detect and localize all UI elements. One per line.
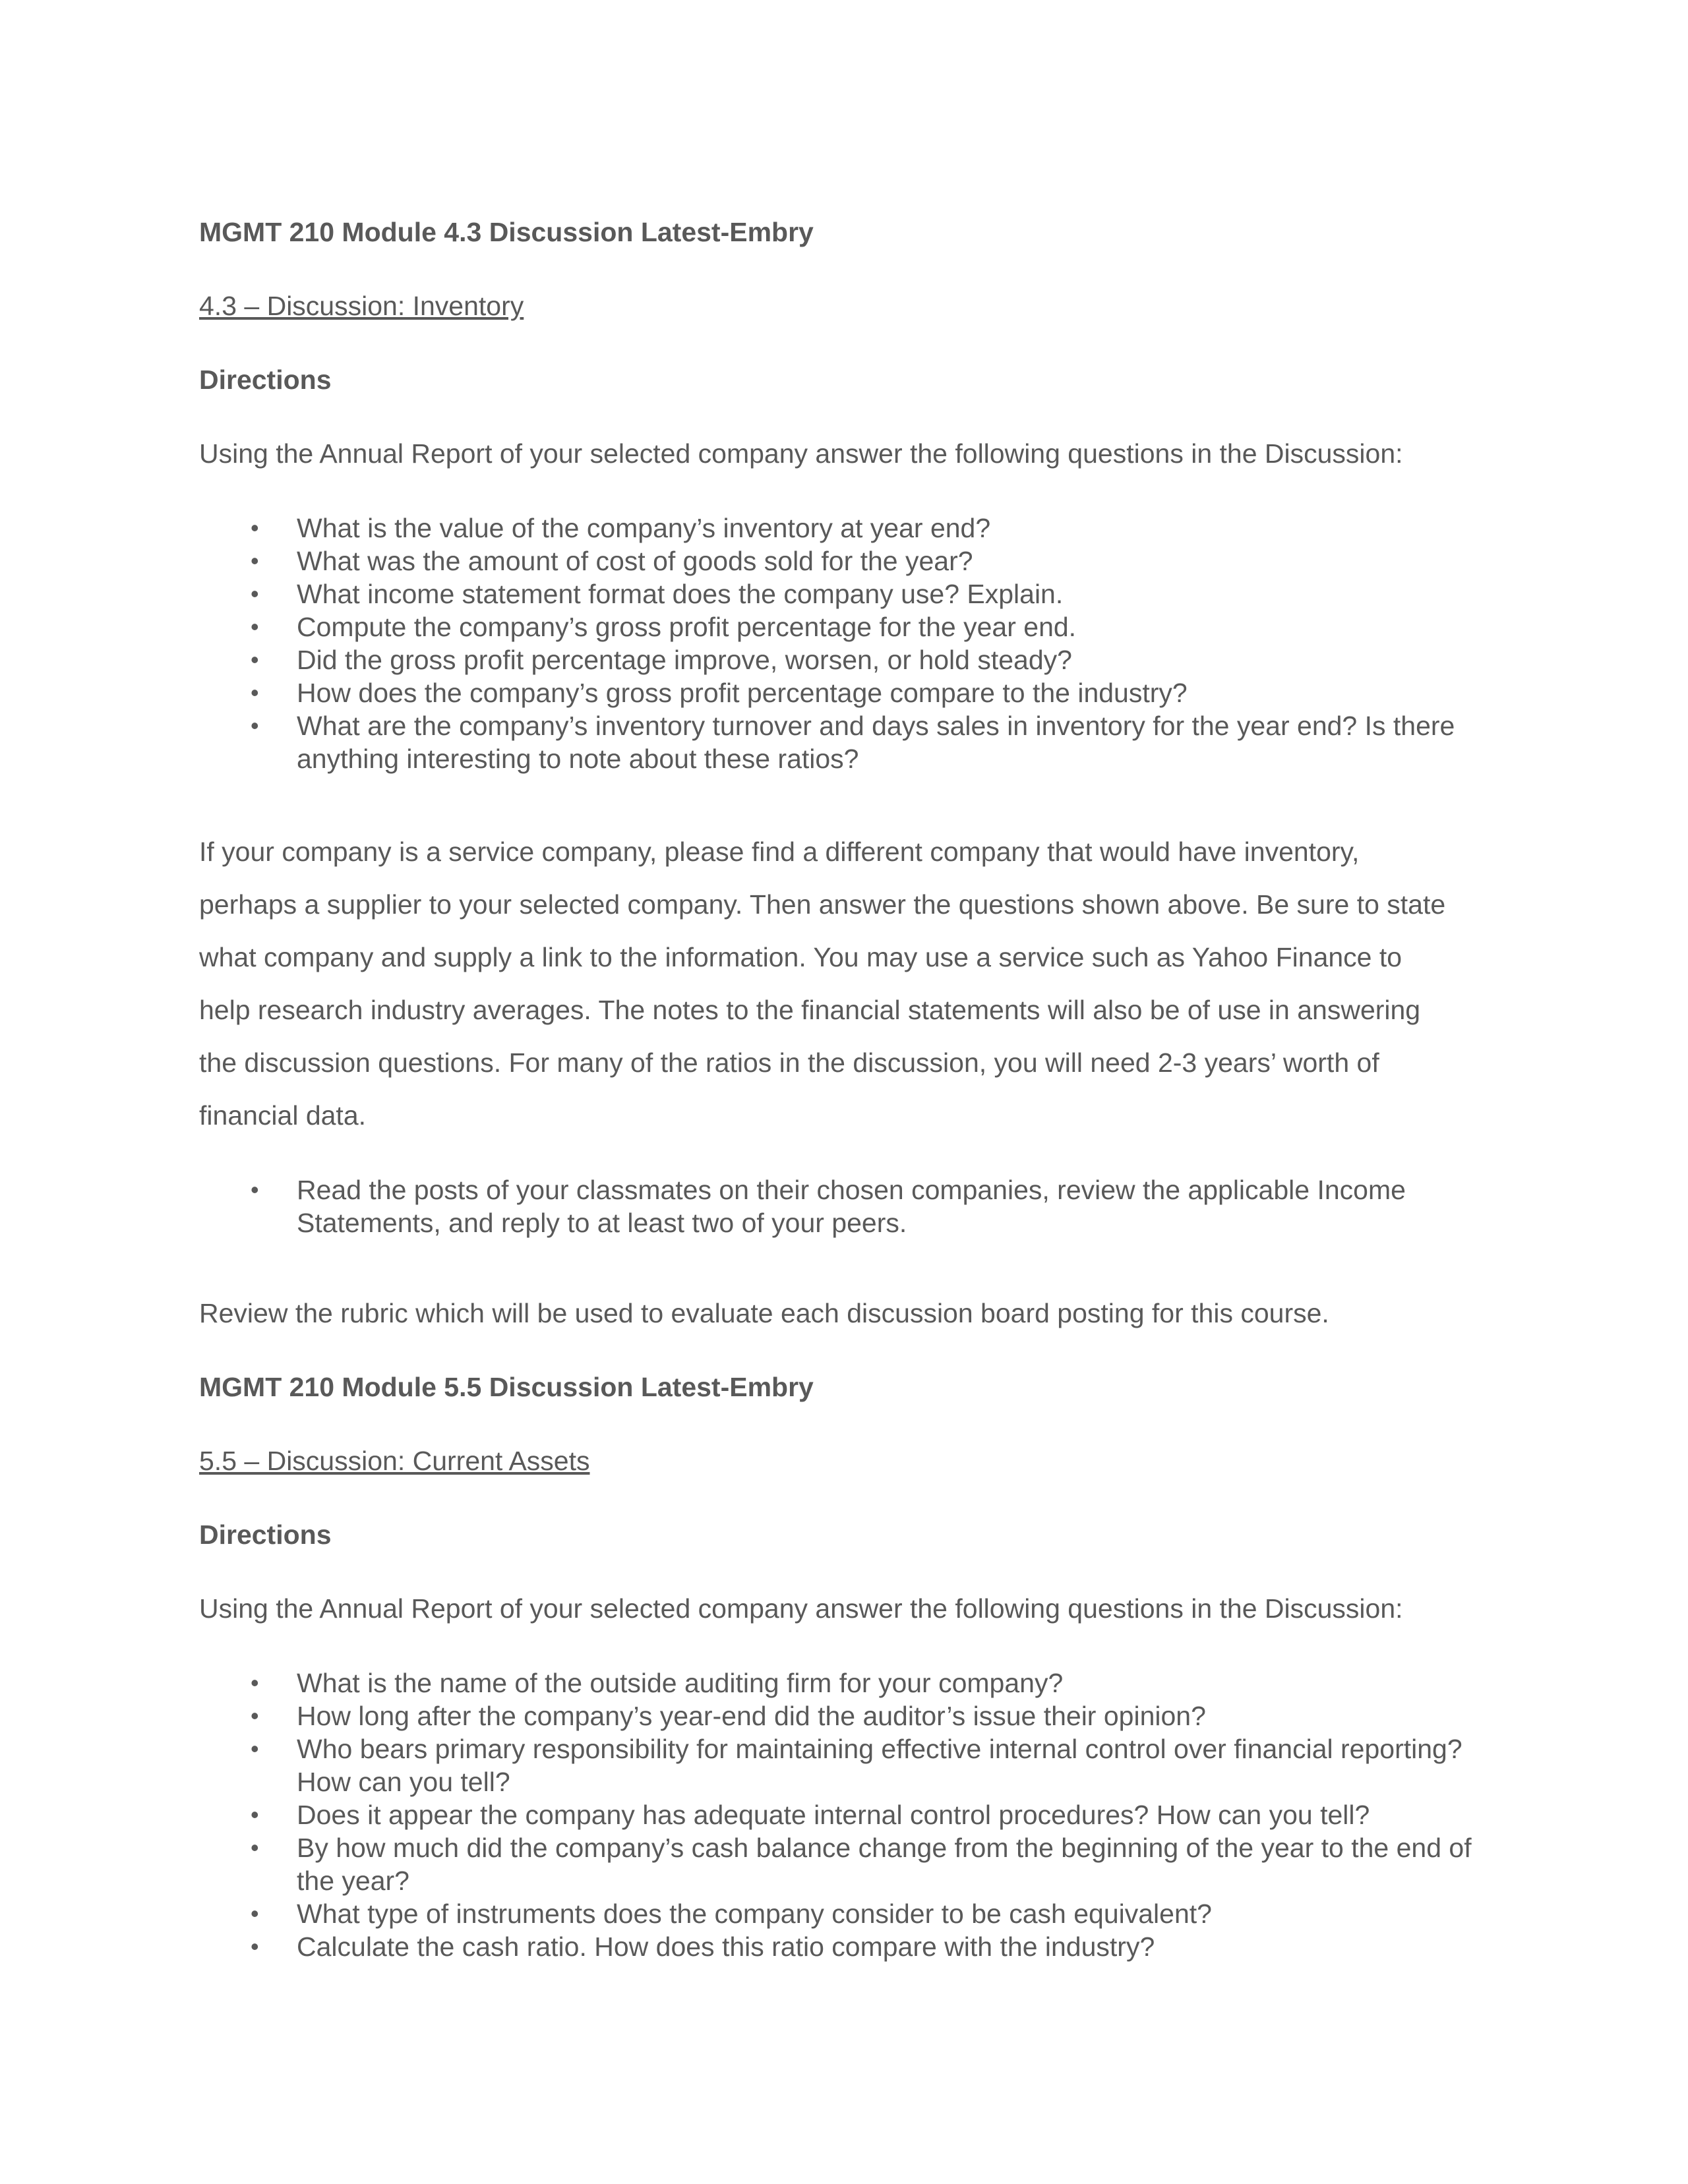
module-5-5-heading: MGMT 210 Module 5.5 Discussion Latest-Embry: [199, 1372, 814, 1402]
paragraph-line: help research industry averages. The notes to the financial statements will also be of use in answering: [199, 995, 1421, 1025]
list-item: [199, 1173, 1492, 1239]
list-item-text: What are the company’s inventory turnover and days sales in inventory for the year end? Is there anything interesting to note about these ratios?: [297, 711, 1455, 774]
discussion-inventory-link[interactable]: 4.3 – Discussion: Inventory: [199, 291, 524, 321]
list-item-text: How long after the company’s year-end did the auditor’s issue their opinion?: [297, 1701, 1206, 1731]
list-item-text: Did the gross profit percentage improve, worsen, or hold steady?: [297, 645, 1072, 675]
list-item: [199, 577, 1492, 610]
module-4-3-heading: MGMT 210 Module 4.3 Discussion Latest-Embry: [199, 217, 814, 247]
paragraph-line: perhaps a supplier to your selected company. Then answer the questions shown above. Be sure to state: [199, 889, 1446, 920]
list-item: [199, 643, 1492, 676]
bullet-icon: •: [251, 679, 259, 706]
list-item: [199, 1732, 1492, 1798]
bullet-icon: •: [251, 613, 259, 640]
list-item: [199, 610, 1492, 643]
bullet-icon: •: [251, 580, 259, 607]
paragraph-line: financial data.: [199, 1100, 367, 1131]
bullet-icon: •: [251, 1933, 259, 1960]
directions-intro: Using the Annual Report of your selected company answer the following questions in the Discussion:: [199, 438, 1403, 469]
bullet-icon: •: [251, 1176, 259, 1203]
directions-heading: Directions: [199, 1520, 332, 1550]
current-assets-questions-list: [199, 1667, 1492, 1963]
list-item-text: What type of instruments does the company consider to be cash equivalent?: [297, 1899, 1212, 1929]
document-page: [199, 216, 1492, 2021]
paragraph-line: the discussion questions. For many of the ratios in the discussion, you will need 2-3 years’ worth of: [199, 1048, 1379, 1078]
paragraph-line: what company and supply a link to the information. You may use a service such as Yahoo Finance to: [199, 942, 1402, 972]
discussion-current-assets-link[interactable]: 5.5 – Discussion: Current Assets: [199, 1446, 590, 1476]
list-item-text: What is the value of the company’s inventory at year end?: [297, 513, 991, 543]
bullet-icon: •: [251, 712, 259, 739]
list-item: [199, 1897, 1492, 1930]
list-item-text: Does it appear the company has adequate internal control procedures? How can you tell?: [297, 1800, 1370, 1830]
bullet-icon: •: [251, 646, 259, 673]
bullet-icon: •: [251, 1702, 259, 1729]
bullet-icon: •: [251, 1900, 259, 1927]
list-item: [199, 676, 1492, 709]
rubric-note: Review the rubric which will be used to evaluate each discussion board posting for this course.: [199, 1298, 1329, 1328]
bullet-icon: •: [251, 1735, 259, 1762]
service-company-paragraph: [199, 825, 1492, 1142]
inventory-questions-list: [199, 512, 1492, 775]
list-item: [199, 1699, 1492, 1732]
list-item-text: Read the posts of your classmates on their chosen companies, review the applicable Income Statements, and reply to at least two of your peers.: [297, 1175, 1406, 1238]
bullet-icon: •: [251, 1834, 259, 1861]
paragraph-line: If your company is a service company, please find a different company that would have inventory,: [199, 837, 1360, 867]
list-item-text: Calculate the cash ratio. How does this ratio compare with the industry?: [297, 1932, 1155, 1962]
list-item-text: What is the name of the outside auditing firm for your company?: [297, 1668, 1064, 1698]
list-item: [199, 545, 1492, 577]
list-item: [199, 1798, 1492, 1831]
list-item: [199, 1930, 1492, 1963]
bullet-icon: •: [251, 1669, 259, 1696]
list-item-text: How does the company’s gross profit percentage compare to the industry?: [297, 678, 1188, 708]
bullet-icon: •: [251, 1801, 259, 1828]
reply-instructions-list: [199, 1173, 1492, 1239]
list-item-text: By how much did the company’s cash balance change from the beginning of the year to the end of the year?: [297, 1833, 1472, 1896]
bullet-icon: •: [251, 514, 259, 541]
bullet-icon: •: [251, 547, 259, 574]
list-item: [199, 1667, 1492, 1699]
list-item: [199, 1831, 1492, 1897]
list-item-text: Who bears primary responsibility for maintaining effective internal control over financial reporting? How can you tell?: [297, 1734, 1462, 1797]
list-item-text: What was the amount of cost of goods sold for the year?: [297, 546, 973, 576]
directions-heading: Directions: [199, 365, 332, 395]
list-item: [199, 512, 1492, 545]
directions-intro: Using the Annual Report of your selected company answer the following questions in the Discussion:: [199, 1593, 1403, 1624]
list-item: [199, 709, 1492, 775]
list-item-text: Compute the company’s gross profit percentage for the year end.: [297, 612, 1077, 642]
list-item-text: What income statement format does the company use? Explain.: [297, 579, 1064, 609]
